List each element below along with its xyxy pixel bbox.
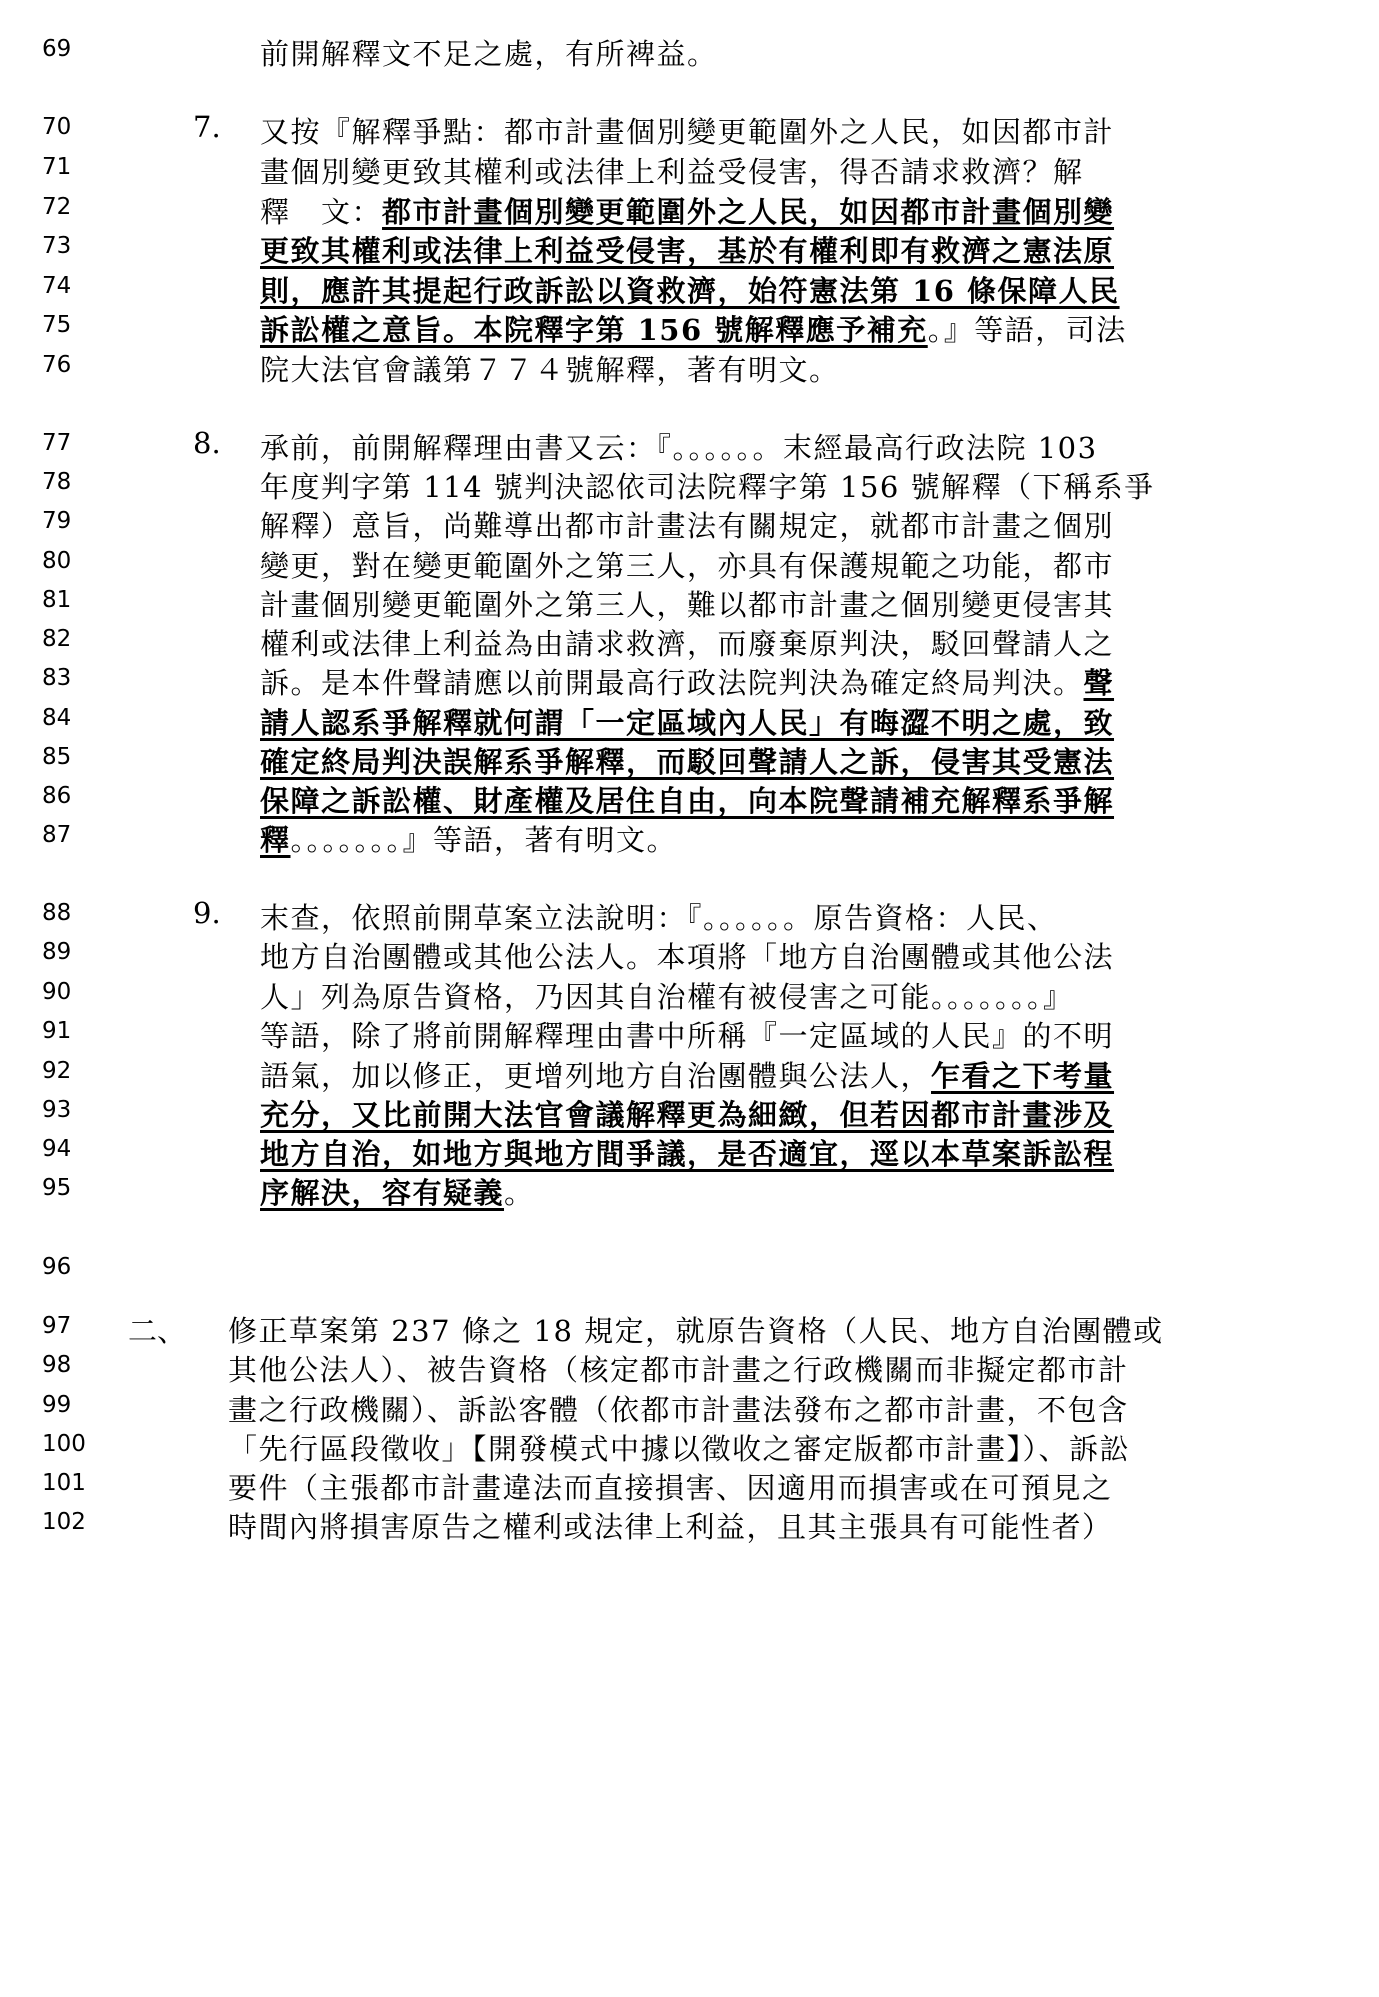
emphasized-text: 序解決，容有疑義 <box>260 1176 505 1210</box>
line-number: 93 <box>42 1097 72 1123</box>
emphasized-text: 地方自治，如地方與地方間爭議，是否適宜，逕以本草案訴訟程 <box>260 1137 1115 1171</box>
line-number: 97 <box>42 1313 72 1339</box>
line-text <box>228 1466 1113 1507</box>
line-text <box>260 110 1114 151</box>
line-number: 72 <box>42 194 72 220</box>
line-text <box>260 975 1074 1016</box>
line-text <box>260 308 1127 349</box>
line-number: 99 <box>42 1392 72 1418</box>
line-number: 71 <box>42 154 72 180</box>
line-number: 84 <box>42 705 72 731</box>
list-marker: 9. <box>193 896 221 930</box>
plain-text: 。。。。。。。』等語，著有明文。 <box>290 823 678 857</box>
plain-text: 解釋）意旨，尚難導出都市計畫法有關規定，就都市計畫之個別 <box>260 509 1115 543</box>
line-number: 70 <box>42 114 72 140</box>
emphasized-text: 聲 <box>1083 666 1115 700</box>
plain-text: 又按『解釋爭點：都市計畫個別變更範圍外之人民，如因都市計 <box>260 115 1115 149</box>
line-text <box>228 1348 1129 1389</box>
line-text <box>260 465 1155 506</box>
emphasized-text: 釋 <box>260 823 291 857</box>
line-number: 102 <box>42 1509 86 1535</box>
line-number: 87 <box>42 822 72 848</box>
line-number: 98 <box>42 1352 72 1378</box>
line-number: 92 <box>42 1058 72 1084</box>
line-number: 80 <box>42 548 72 574</box>
plain-text: 訴。是本件聲請應以前開最高行政法院判決為確定終局判決。 <box>260 666 1084 700</box>
line-text <box>260 661 1114 702</box>
line-number: 91 <box>42 1018 72 1044</box>
line-number: 75 <box>42 312 72 338</box>
plain-text: 變更，對在變更範圍外之第三人，亦具有保護規範之功能，都市 <box>260 549 1115 583</box>
document-line <box>0 346 1379 396</box>
line-number: 74 <box>42 273 72 299</box>
plain-text: 末查，依照前開草案立法說明：『。。。。。。原告資格：人民、 <box>260 901 1058 935</box>
emphasized-text: 都市計畫個別變更範圍外之人民，如因都市計畫個別變 <box>382 195 1115 229</box>
emphasized-text: 乍看之下考量 <box>931 1059 1115 1093</box>
line-text <box>228 1427 1130 1468</box>
list-marker: 8. <box>193 426 221 460</box>
line-text <box>260 935 1114 976</box>
plain-text: 時間內將損害原告之權利或法律上利益，且其主張具有可能性者） <box>228 1510 1113 1544</box>
plain-text: 畫個別變更致其權利或法律上利益受侵害，得否請求救濟？解 <box>260 155 1084 189</box>
line-text <box>260 269 1120 310</box>
line-number: 78 <box>42 469 72 495</box>
line-number: 90 <box>42 979 72 1005</box>
line-text <box>260 150 1084 191</box>
plain-text: 其他公法人）、被告資格（核定都市計畫之行政機關而非擬定都市計 <box>228 1353 1129 1387</box>
plain-text: 人」列為原告資格，乃因其自治權有被侵害之可能。。。。。。。』 <box>260 980 1074 1014</box>
line-number: 89 <box>42 939 72 965</box>
line-number: 83 <box>42 665 72 691</box>
emphasized-text: 請人認系爭解釋就何謂「一定區域內人民」有晦澀不明之處，致 <box>260 706 1115 740</box>
line-text <box>260 504 1114 545</box>
line-number: 96 <box>42 1254 72 1280</box>
plain-text: 釋 文： <box>260 195 383 229</box>
list-marker: 7. <box>193 110 221 144</box>
line-text <box>260 896 1058 937</box>
plain-text: 要件（主張都市計畫違法而直接損害、因適用而損害或在可預見之 <box>228 1471 1113 1505</box>
emphasized-text: 確定終局判決誤解系爭解釋，而駁回聲請人之訴，侵害其受憲法 <box>260 745 1115 779</box>
plain-text: 承前，前開解釋理由書又云：『。。。。。。末經最高行政法院 103 <box>260 431 1098 465</box>
line-number: 69 <box>42 36 72 62</box>
line-text <box>260 701 1114 742</box>
emphasized-text: 更致其權利或法律上利益受侵害，基於有權利即有救濟之憲法原 <box>260 234 1115 268</box>
line-number: 73 <box>42 233 72 259</box>
line-text <box>260 190 1114 231</box>
line-number: 95 <box>42 1175 72 1201</box>
line-text <box>260 348 840 389</box>
plain-text: 權利或法律上利益為由請求救濟，而廢棄原判決，駁回聲請人之 <box>260 627 1115 661</box>
line-text <box>260 229 1114 270</box>
line-number: 100 <box>42 1431 86 1457</box>
emphasized-text: 則，應許其提起行政訴訟以資救濟，始符憲法第 16 條保障人民 <box>260 274 1120 308</box>
document-line <box>0 30 1379 80</box>
plain-text: 年度判字第 114 號判決認依司法院釋字第 156 號解釋（下稱系爭 <box>260 470 1155 504</box>
document-line <box>0 816 1379 866</box>
line-text <box>260 1093 1114 1134</box>
line-number: 101 <box>42 1470 86 1496</box>
line-text <box>260 622 1114 663</box>
plain-text: 。』等語，司法 <box>927 313 1127 347</box>
line-text <box>260 1054 1114 1095</box>
line-number: 85 <box>42 744 72 770</box>
line-text <box>260 583 1114 624</box>
emphasized-text: 充分，又比前開大法官會議解釋更為細緻，但若因都市計畫涉及 <box>260 1098 1115 1132</box>
line-text <box>260 426 1098 467</box>
document-line <box>0 1248 1379 1298</box>
line-text <box>260 740 1114 781</box>
plain-text: 等語，除了將前開解釋理由書中所稱『一定區域的人民』的不明 <box>260 1019 1115 1053</box>
plain-text: 計畫個別變更範圍外之第三人，難以都市計畫之個別變更侵害其 <box>260 588 1115 622</box>
plain-text: 語氣，加以修正，更增列地方自治團體與公法人， <box>260 1059 932 1093</box>
line-text <box>260 1132 1114 1173</box>
line-number: 81 <box>42 587 72 613</box>
emphasized-text: 訴訟權之意旨。本院釋字第 156 號解釋應予補充 <box>260 313 928 347</box>
plain-text: 前開解釋文不足之處，有所裨益。 <box>260 37 718 71</box>
document-line <box>0 1503 1379 1553</box>
document-line <box>0 1169 1379 1219</box>
plain-text: 「先行區段徵收」【開發模式中據以徵收之審定版都市計畫】）、訴訟 <box>228 1432 1131 1466</box>
plain-text: 院大法官會議第７７４號解釋，著有明文。 <box>260 353 840 387</box>
line-text <box>260 544 1114 585</box>
emphasized-text: 保障之訴訟權、財產權及居住自由，向本院聲請補充解釋系爭解 <box>260 784 1115 818</box>
plain-text: 修正草案第 237 條之 18 規定，就原告資格（人民、地方自治團體或 <box>228 1314 1164 1348</box>
line-text <box>228 1309 1164 1350</box>
line-number: 82 <box>42 626 72 652</box>
line-text <box>260 1171 535 1212</box>
line-number: 79 <box>42 508 72 534</box>
line-number: 94 <box>42 1136 72 1162</box>
list-marker: 二、 <box>128 1314 187 1348</box>
line-number: 76 <box>42 352 72 378</box>
plain-text: 。 <box>504 1176 535 1210</box>
plain-text: 地方自治團體或其他公法人。本項將「地方自治團體或其他公法 <box>260 940 1115 974</box>
line-text <box>260 1014 1114 1055</box>
line-text <box>260 818 677 859</box>
line-text <box>260 779 1114 820</box>
plain-text: 畫之行政機關）、訴訟客體（依都市計畫法發布之都市計畫，不包含 <box>228 1393 1129 1427</box>
line-number: 88 <box>42 900 72 926</box>
line-text <box>228 1505 1113 1546</box>
line-number: 77 <box>42 430 72 456</box>
line-text <box>228 1388 1129 1429</box>
line-number: 86 <box>42 783 72 809</box>
line-text <box>260 32 718 73</box>
